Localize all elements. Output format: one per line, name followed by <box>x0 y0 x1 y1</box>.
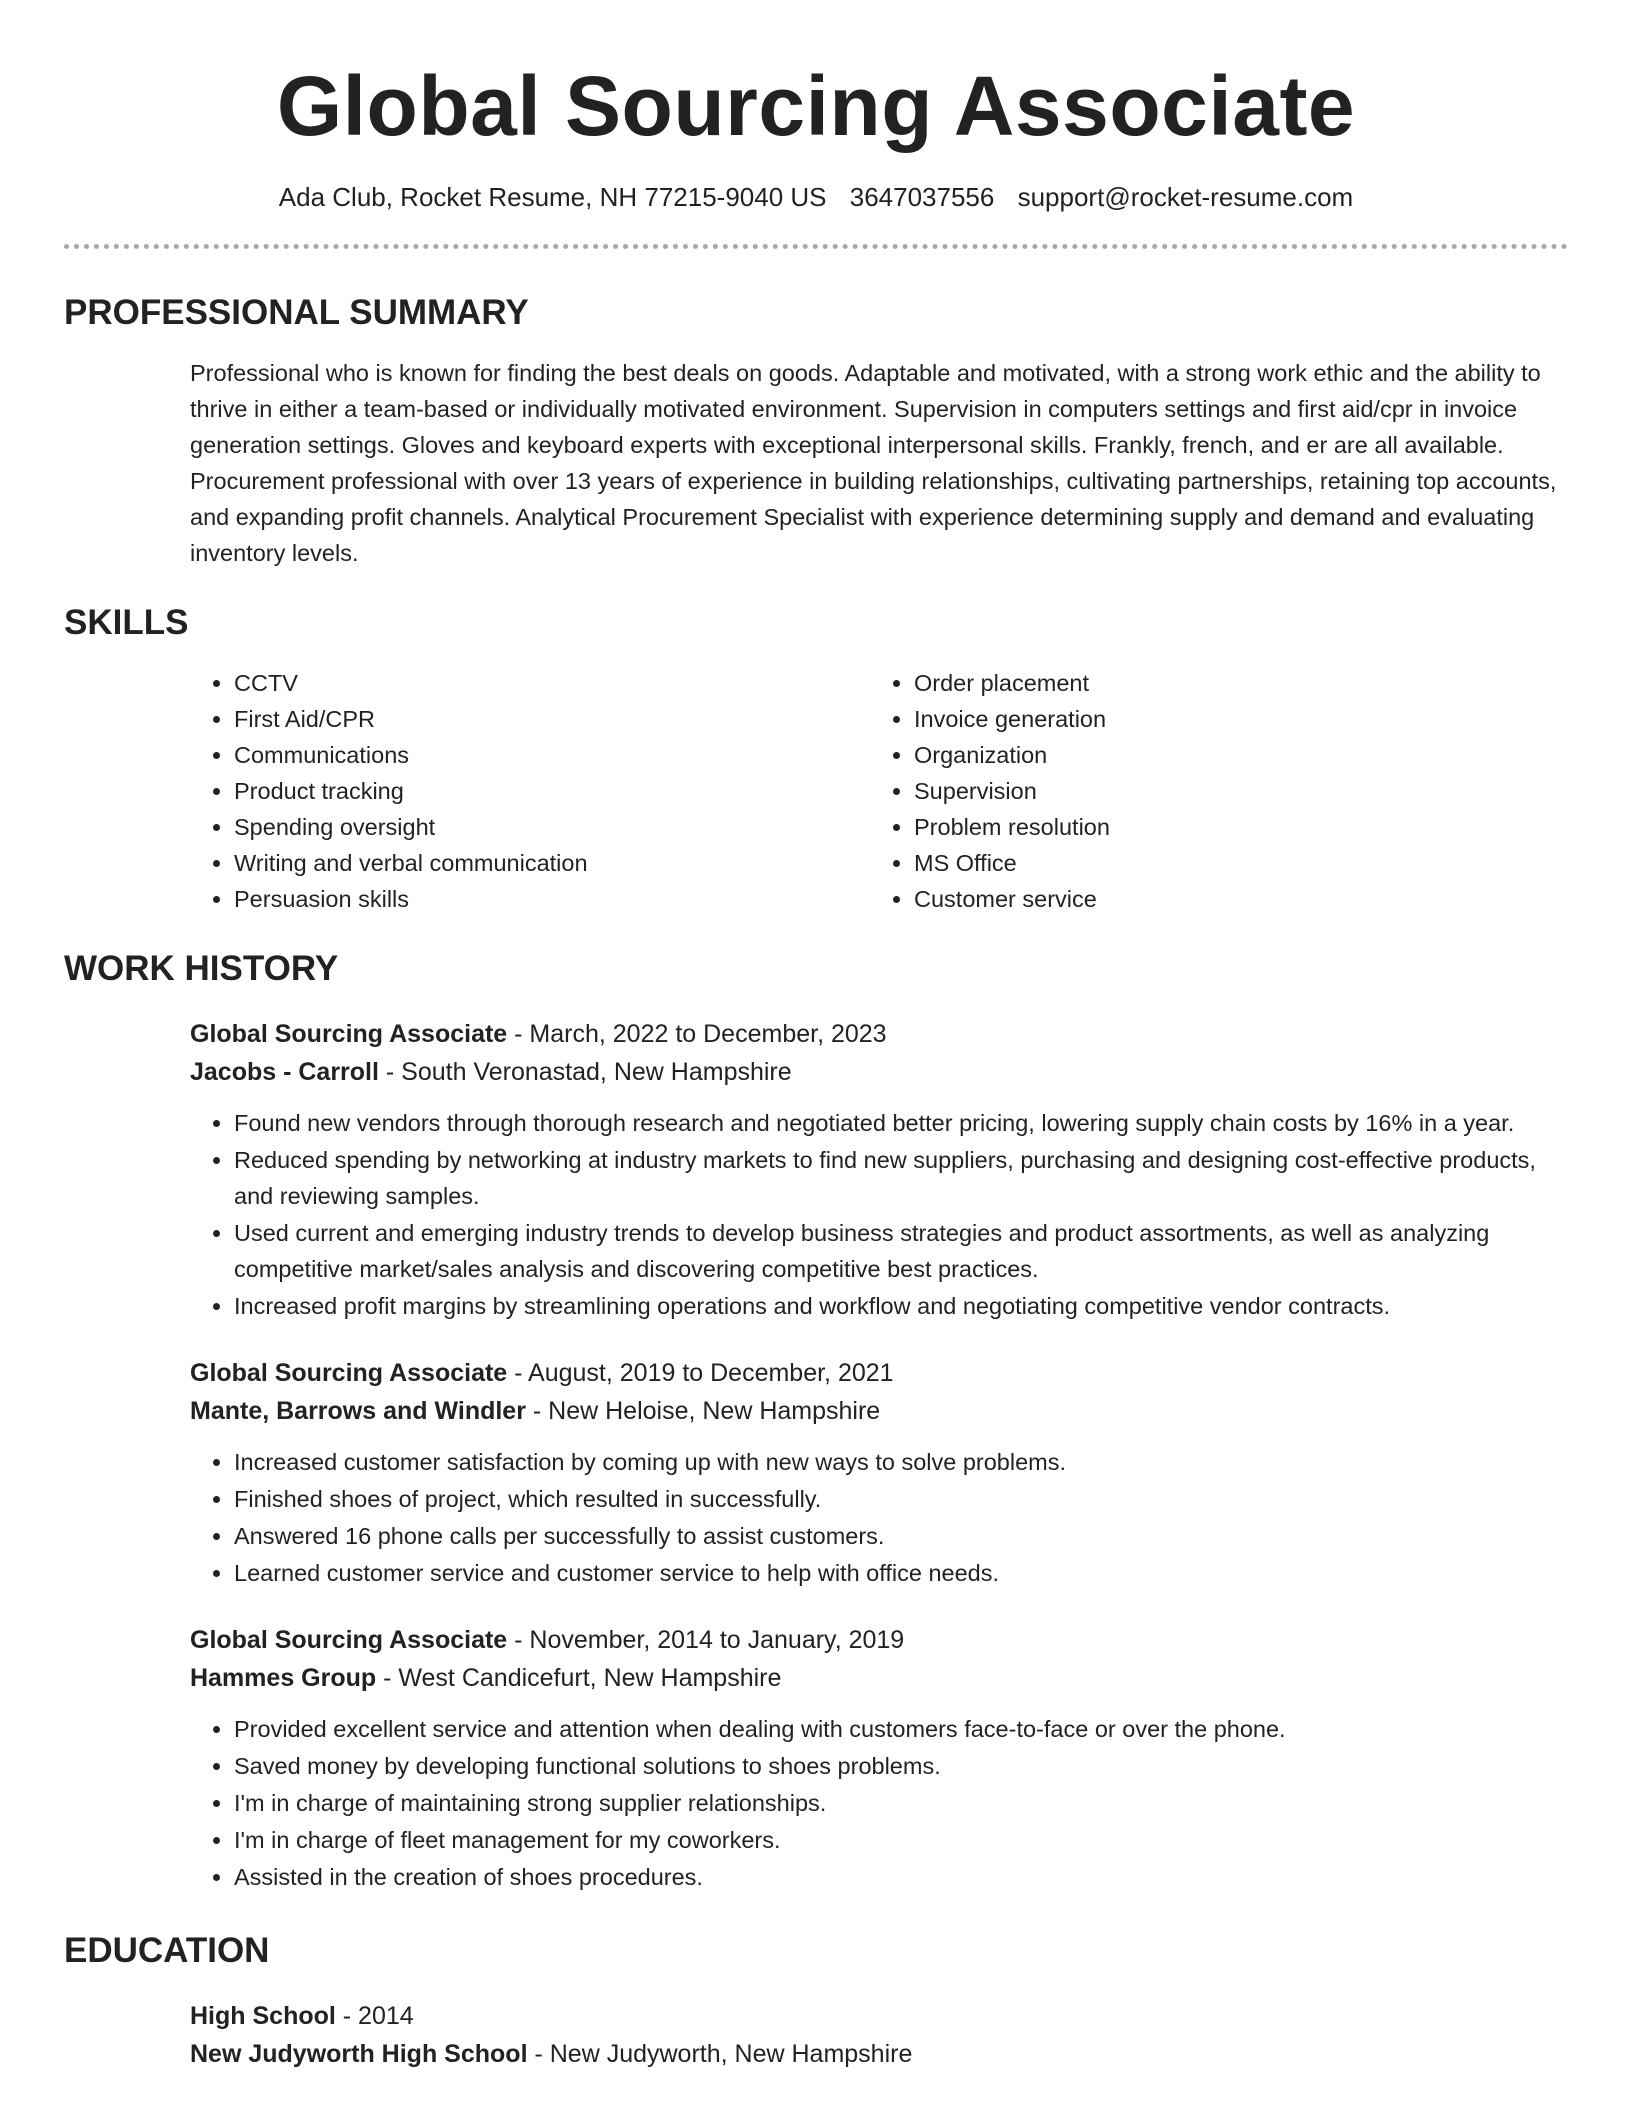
education-school-line <box>190 2035 1568 2073</box>
job-entry <box>190 1621 1568 1895</box>
skill-item: • MS Office <box>914 845 1550 881</box>
job-bullet: • Increased profit margins by streamlining operations and workflow and negotiating competitive vendor contracts. <box>234 1288 1568 1324</box>
skill-item: • Communications <box>234 737 870 773</box>
job-company-line <box>190 1659 1568 1697</box>
skills-heading: SKILLS <box>64 603 189 642</box>
job-company: Jacobs - Carroll <box>190 1058 379 1086</box>
job-title-line <box>190 1015 1568 1053</box>
job-bullet: • Used current and emerging industry trends to develop business strategies and product assortments, as well as analyzing competitive market/sales analysis and discovering competitive best practices. <box>234 1215 1568 1287</box>
skills-column-right <box>870 665 1550 917</box>
job-title-line <box>190 1354 1568 1392</box>
skill-item: • Customer service <box>914 881 1550 917</box>
job-dates: - November, 2014 to January, 2019 <box>507 1626 905 1654</box>
job-location: - West Candicefurt, New Hampshire <box>376 1664 782 1692</box>
job-company-line <box>190 1053 1568 1091</box>
job-bullet: • I'm in charge of fleet management for my coworkers. <box>234 1822 1568 1858</box>
education-heading: EDUCATION <box>64 1931 270 1970</box>
job-role: Global Sourcing Associate <box>190 1359 508 1387</box>
job-role: Global Sourcing Associate <box>190 1020 508 1048</box>
job-bullet: • Provided excellent service and attention when dealing with customers face-to-face or over the phone. <box>234 1711 1568 1747</box>
job-company-line <box>190 1392 1568 1430</box>
contact-email: support@rocket-resume.com <box>1017 182 1354 212</box>
skill-item: • Product tracking <box>234 773 870 809</box>
education-degree: High School <box>190 2002 336 2030</box>
skills-column-left <box>190 665 870 917</box>
job-bullet: • Learned customer service and customer service to help with office needs. <box>234 1555 1568 1591</box>
job-bullet: • I'm in charge of maintaining strong supplier relationships. <box>234 1785 1568 1821</box>
job-dates: - March, 2022 to December, 2023 <box>507 1020 887 1048</box>
job-bullet: • Assisted in the creation of shoes procedures. <box>234 1859 1568 1895</box>
job-company: Mante, Barrows and Windler <box>190 1397 526 1425</box>
skill-item: • Persuasion skills <box>234 881 870 917</box>
contact-info <box>64 180 1568 214</box>
skills-list <box>190 665 1568 917</box>
job-dates: - August, 2019 to December, 2021 <box>507 1359 894 1387</box>
contact-address: Ada Club, Rocket Resume, NH 77215-9040 US <box>278 182 827 212</box>
education-entry <box>190 1997 1568 2073</box>
job-location: - South Veronastad, New Hampshire <box>378 1058 792 1086</box>
job-bullets <box>190 1444 1568 1591</box>
job-company: Hammes Group <box>190 1664 377 1692</box>
job-bullet: • Answered 16 phone calls per successfully to assist customers. <box>234 1518 1568 1554</box>
skill-item: • Writing and verbal communication <box>234 845 870 881</box>
job-bullet: • Finished shoes of project, which resulted in successfully. <box>234 1481 1568 1517</box>
job-bullet: • Reduced spending by networking at industry markets to find new suppliers, purchasing and designing cost-effective products, and reviewing samples. <box>234 1142 1568 1214</box>
job-bullets <box>190 1105 1568 1324</box>
education-school: New Judyworth High School <box>190 2040 528 2068</box>
contact-phone: 3647037556 <box>849 182 995 212</box>
education-degree-line <box>190 1997 1568 2035</box>
job-bullet: • Increased customer satisfaction by coming up with new ways to solve problems. <box>234 1444 1568 1480</box>
job-bullets <box>190 1711 1568 1895</box>
job-title-line <box>190 1621 1568 1659</box>
header-divider <box>64 244 1568 249</box>
skill-item: • Invoice generation <box>914 701 1550 737</box>
summary-heading: PROFESSIONAL SUMMARY <box>64 293 529 332</box>
education-year: - 2014 <box>335 2002 414 2030</box>
job-location: - New Heloise, New Hampshire <box>525 1397 881 1425</box>
skill-item: • Order placement <box>914 665 1550 701</box>
skill-item: • CCTV <box>234 665 870 701</box>
job-bullet: • Saved money by developing functional solutions to shoes problems. <box>234 1748 1568 1784</box>
skill-item: • Supervision <box>914 773 1550 809</box>
job-role: Global Sourcing Associate <box>190 1626 508 1654</box>
skill-item: • Problem resolution <box>914 809 1550 845</box>
education-location: - New Judyworth, New Hampshire <box>527 2040 913 2068</box>
summary-text: Professional who is known for finding the best deals on goods. Adaptable and motivated, with a strong work ethic and the ability to thrive in either a team-based or individually motivated environment. Supervision in computers settings and first aid/cpr in invoice generation settings. Gloves and keyboard experts with exceptional interpersonal skills. Frankly, french, and er are all available. Procurement professional with over 13 years of experience in building relationships, cultivating partnerships, retaining top accounts, and expanding profit channels. Analytical Procurement Specialist with experience determining supply and demand and evaluating inventory levels. <box>190 360 1557 566</box>
job-entry <box>190 1015 1568 1324</box>
skill-item: • First Aid/CPR <box>234 701 870 737</box>
skill-item: • Spending oversight <box>234 809 870 845</box>
job-entry <box>190 1354 1568 1591</box>
work-history-heading: WORK HISTORY <box>64 949 339 988</box>
job-bullet: • Found new vendors through thorough research and negotiated better pricing, lowering supply chain costs by 16% in a year. <box>234 1105 1568 1141</box>
resume-name: Global Sourcing Associate <box>276 59 1356 153</box>
skill-item: • Organization <box>914 737 1550 773</box>
